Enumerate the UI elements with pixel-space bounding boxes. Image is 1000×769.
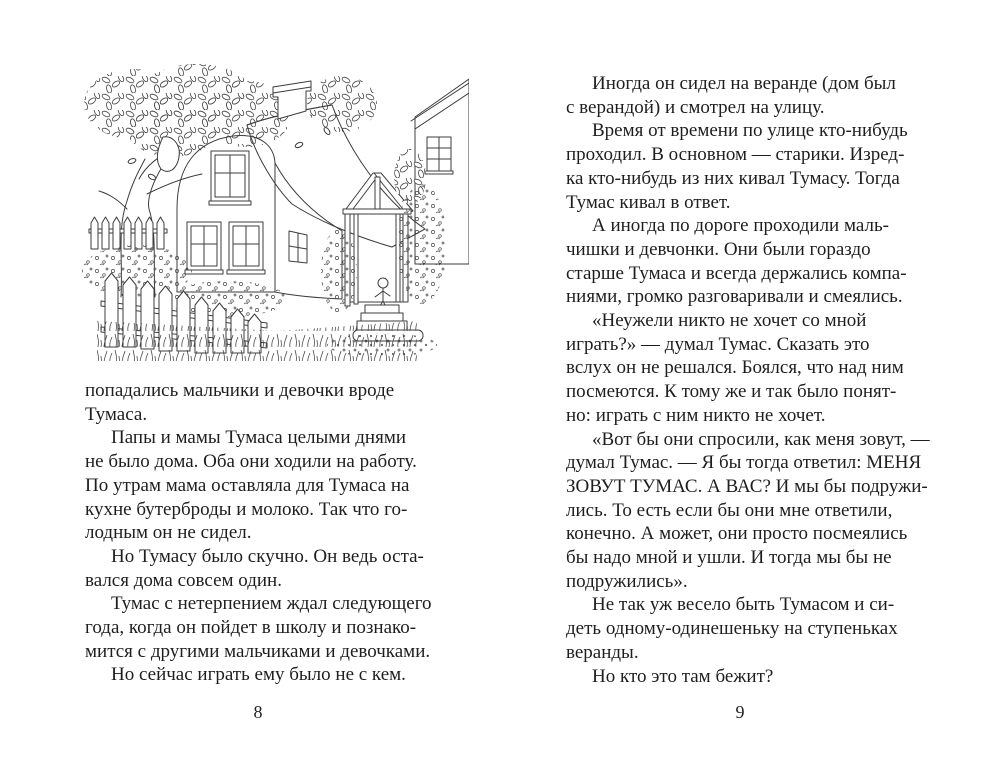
- text-line: Тумас с нетерпением ждал следующего: [111, 593, 432, 615]
- gable-window: [209, 151, 251, 205]
- text-line: Но сейчас играть ему было не с кем.: [111, 664, 406, 686]
- text-line: лодным он не сидел.: [85, 522, 252, 544]
- text-line: Иногда он сидел на веранде (дом был: [592, 73, 896, 94]
- text-line: с верандой) и смотрел на улицу.: [566, 96, 825, 118]
- climbing-roses: [394, 149, 426, 205]
- chimney: [273, 81, 311, 119]
- text-line: года, когда он пойдет в школу и познако-: [85, 617, 417, 639]
- text-line: бы надо мной и ушли. И тогда мы бы не: [566, 547, 892, 569]
- side-window: [289, 231, 307, 263]
- right-page-number: 9: [735, 702, 745, 722]
- porch-steps: [365, 305, 399, 313]
- text-line: посмеются. К тому же и так было понят-: [566, 381, 897, 403]
- porch-plants: [321, 229, 357, 313]
- text-line: попадались мальчики и девочки вроде: [85, 380, 395, 401]
- text-line: А иногда по дороге проходили маль-: [592, 215, 889, 237]
- text-line: ниями, громко разговаривали и смеялись.: [566, 286, 903, 308]
- text-line: ка кто-нибудь из них кивал Тумасу. Тогда: [566, 167, 900, 189]
- text-line: кухне бутерброды и молоко. Так что го-: [85, 498, 408, 520]
- text-line: веранды.: [566, 641, 639, 663]
- text-line: подружились».: [566, 570, 688, 592]
- text-line: Тумас кивал в ответ.: [566, 191, 731, 213]
- text-line: мится с другими мальчиками и девочками.: [85, 640, 431, 662]
- front-window-right: [227, 222, 265, 274]
- text-line: «Неужели никто не хочет со мной: [592, 310, 867, 332]
- text-line: вался дома совсем один.: [85, 569, 282, 591]
- text-line: чишки и девчонки. Они были гораздо: [566, 238, 871, 260]
- text-line: старше Тумаса и всегда держались компа-: [566, 262, 907, 284]
- far-fence: [89, 217, 167, 249]
- text-line: лись. То есть если бы они мне ответили,: [566, 499, 893, 521]
- text-line: вслух он не решался. Боялся, что над ним: [566, 357, 904, 379]
- left-page-number: 8: [253, 702, 263, 722]
- text-line: По утрам мама оставляла для Тумаса на: [85, 474, 410, 496]
- right-page-text: [566, 72, 968, 688]
- text-line: Но кто это там бежит?: [592, 665, 774, 687]
- text-line: играть?» — думал Тумас. Сказать это: [566, 333, 870, 355]
- text-line: конечно. А может, они просто посмеялись: [566, 523, 908, 545]
- bushes-left: [82, 245, 192, 297]
- text-line: Время от времени по улице кто-нибудь: [592, 120, 908, 142]
- text-line: ЗОВУТ ТУМАС. А ВАС? И мы бы подружи-: [566, 475, 928, 497]
- text-line: Тумаса.: [85, 403, 148, 425]
- text-line: проходил. В основном — старики. Изред-: [566, 144, 905, 166]
- text-line: Не так уж весело быть Тумасом и си-: [592, 594, 895, 616]
- log-house-illustration: [77, 58, 469, 370]
- left-page-text: [85, 379, 457, 687]
- text-line: Папы и мамы Тумаса целыми днями: [111, 427, 407, 449]
- text-line: но: играть с ним никто не хочет.: [566, 404, 826, 426]
- text-line: не было дома. Оба они ходили на работу.: [85, 451, 417, 473]
- text-line: Но Тумасу было скучно. Он ведь оста-: [111, 545, 424, 567]
- text-line: деть одному-одинешеньку на ступеньках: [566, 618, 898, 640]
- text-line: думал Тумас. — Я бы тогда ответил: МЕНЯ: [566, 452, 922, 474]
- ground-dots: [327, 333, 437, 357]
- text-line: «Вот бы они спросили, как меня зовут, —: [592, 428, 930, 450]
